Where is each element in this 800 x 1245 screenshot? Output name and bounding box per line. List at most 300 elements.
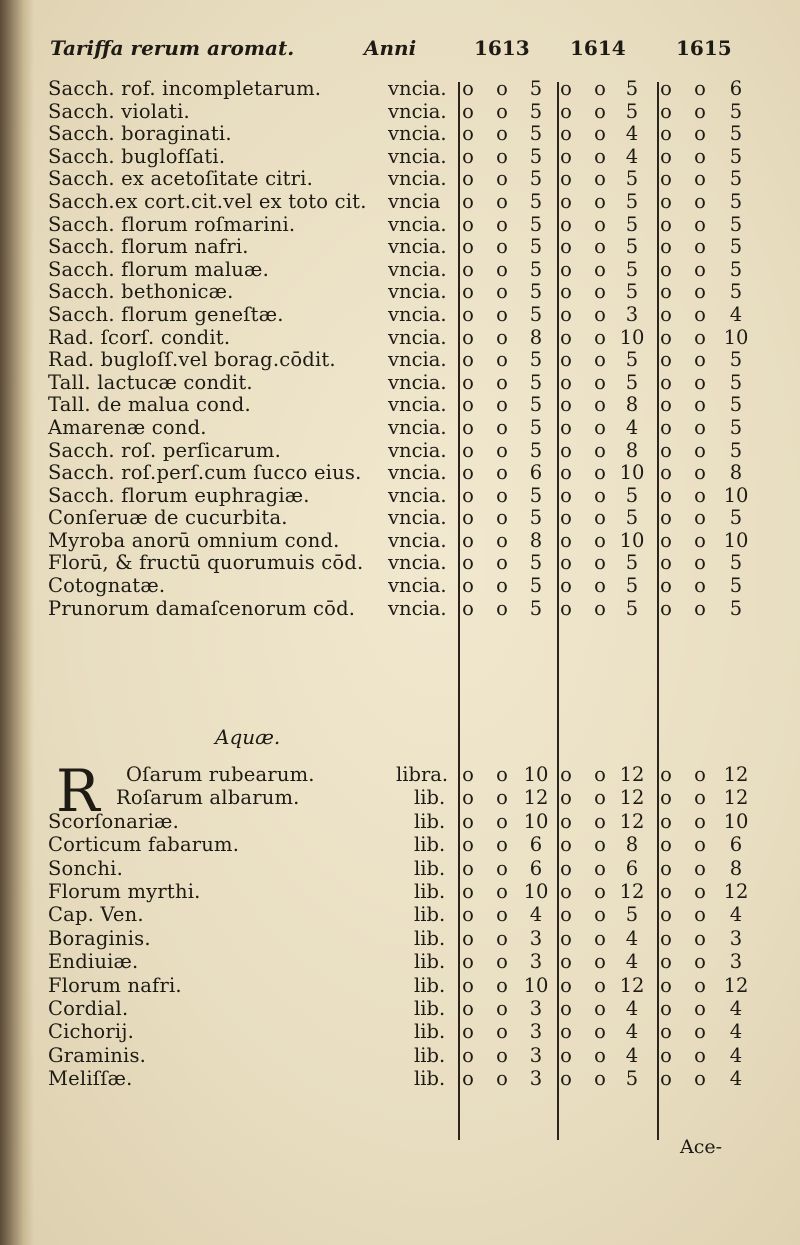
y2-price-denari: 5 <box>625 596 639 620</box>
y2-price-soldi: o <box>594 1043 606 1067</box>
y1-price-libre: o <box>462 926 474 950</box>
y3-price-soldi: o <box>694 415 706 439</box>
y3-price-denari: 5 <box>729 167 743 191</box>
unit-label: lib. <box>414 786 446 810</box>
y1-price-denari: 5 <box>529 574 543 598</box>
y2-price-soldi: o <box>594 528 606 552</box>
y3-price-soldi: o <box>694 77 706 100</box>
item-name: Cotognatæ. <box>48 574 166 598</box>
item-name: Sacch.ex cort.cit.vel ex toto cit. <box>48 189 367 213</box>
y2-price-denari: 5 <box>625 77 639 100</box>
table-row <box>0 349 800 372</box>
y2-price-denari: 12 <box>619 763 645 786</box>
y2-price-soldi: o <box>594 551 606 575</box>
y3-price-libre: o <box>660 122 672 146</box>
y1-price-soldi: o <box>496 1067 508 1091</box>
unit-label: lib. <box>414 903 446 927</box>
y1-price-soldi: o <box>496 950 508 974</box>
table-row <box>0 327 800 350</box>
table-row <box>0 530 800 553</box>
table-row <box>0 1021 800 1044</box>
y3-price-denari: 5 <box>729 370 743 394</box>
table-row <box>0 485 800 508</box>
y2-price-denari: 8 <box>625 833 639 857</box>
anni-label: Anni <box>364 36 417 60</box>
y1-price-soldi: o <box>496 973 508 997</box>
y3-price-soldi: o <box>694 551 706 575</box>
y2-price-denari: 5 <box>625 212 639 236</box>
catchword: Ace- <box>680 1136 723 1158</box>
y3-price-libre: o <box>660 77 672 100</box>
y2-price-denari: 3 <box>625 302 639 326</box>
y1-price-denari: 5 <box>529 189 543 213</box>
table-row <box>0 904 800 927</box>
item-name: Sacch. florum maluæ. <box>48 257 269 281</box>
y2-price-libre: o <box>560 926 572 950</box>
table-row <box>0 191 800 214</box>
y1-price-soldi: o <box>496 122 508 146</box>
table-row <box>0 764 800 787</box>
unit-label: vncia. <box>388 393 447 417</box>
drop-cap: R <box>56 757 100 825</box>
y2-price-soldi: o <box>594 763 606 786</box>
table-row <box>0 236 800 259</box>
item-name: Amarenæ cond. <box>48 415 207 439</box>
y1-price-denari: 5 <box>529 370 543 394</box>
y2-price-soldi: o <box>594 235 606 259</box>
y1-price-libre: o <box>462 879 474 903</box>
y1-price-soldi: o <box>496 996 508 1020</box>
y2-price-denari: 4 <box>625 415 639 439</box>
unit-label: vncia. <box>388 325 447 349</box>
item-name: Florū, & fructū quorumuis cōd. <box>48 551 364 575</box>
y1-price-libre: o <box>462 461 474 485</box>
item-name: Sacch. bethonicæ. <box>48 280 234 304</box>
y1-price-denari: 5 <box>529 551 543 575</box>
y3-price-denari: 5 <box>729 280 743 304</box>
y3-price-libre: o <box>660 596 672 620</box>
y3-price-libre: o <box>660 483 672 507</box>
y3-price-libre: o <box>660 461 672 485</box>
y2-price-libre: o <box>560 763 572 786</box>
y1-price-soldi: o <box>496 596 508 620</box>
y2-price-denari: 5 <box>625 483 639 507</box>
y3-price-soldi: o <box>694 574 706 598</box>
y1-price-soldi: o <box>496 903 508 927</box>
y1-price-libre: o <box>462 325 474 349</box>
unit-label: lib. <box>414 950 446 974</box>
y2-price-soldi: o <box>594 99 606 123</box>
y3-price-soldi: o <box>694 235 706 259</box>
y1-price-soldi: o <box>496 763 508 786</box>
y3-price-libre: o <box>660 856 672 880</box>
y3-price-libre: o <box>660 302 672 326</box>
y2-price-soldi: o <box>594 483 606 507</box>
y3-price-libre: o <box>660 879 672 903</box>
item-name: Florum nafri. <box>48 973 182 997</box>
y3-price-denari: 5 <box>729 551 743 575</box>
y1-price-denari: 6 <box>529 461 543 485</box>
y3-price-denari: 5 <box>729 235 743 259</box>
y1-price-libre: o <box>462 235 474 259</box>
item-name: Scorſonariæ. <box>48 809 179 833</box>
item-name: Cordial. <box>48 996 129 1020</box>
unit-label: vncia. <box>388 99 447 123</box>
y3-price-denari: 5 <box>729 189 743 213</box>
y2-price-soldi: o <box>594 786 606 810</box>
y3-price-denari: 10 <box>723 528 749 552</box>
y3-price-soldi: o <box>694 833 706 857</box>
y2-price-denari: 12 <box>619 786 645 810</box>
y1-price-soldi: o <box>496 393 508 417</box>
y2-price-denari: 4 <box>625 1043 639 1067</box>
y2-price-soldi: o <box>594 438 606 462</box>
table-row <box>0 304 800 327</box>
y1-price-soldi: o <box>496 551 508 575</box>
y1-price-denari: 10 <box>523 879 549 903</box>
unit-label: vncia. <box>388 167 447 191</box>
unit-label: lib. <box>414 996 446 1020</box>
y1-price-denari: 5 <box>529 596 543 620</box>
y3-price-libre: o <box>660 370 672 394</box>
y3-price-soldi: o <box>694 996 706 1020</box>
y1-price-libre: o <box>462 438 474 462</box>
y2-price-denari: 10 <box>619 325 645 349</box>
y1-price-libre: o <box>462 212 474 236</box>
section-heading-aquae: Aquæ. <box>215 725 281 749</box>
y2-price-libre: o <box>560 280 572 304</box>
y2-price-denari: 12 <box>619 973 645 997</box>
table-row <box>0 575 800 598</box>
y2-price-soldi: o <box>594 393 606 417</box>
y2-price-libre: o <box>560 257 572 281</box>
y2-price-denari: 8 <box>625 438 639 462</box>
y2-price-libre: o <box>560 438 572 462</box>
y3-price-libre: o <box>660 506 672 530</box>
y3-price-denari: 5 <box>729 574 743 598</box>
unit-label: vncia. <box>388 257 447 281</box>
unit-label: libra. <box>396 763 449 786</box>
y2-price-soldi: o <box>594 325 606 349</box>
y3-price-soldi: o <box>694 257 706 281</box>
unit-label: vncia. <box>388 528 447 552</box>
table-row <box>0 858 800 881</box>
y2-price-denari: 4 <box>625 122 639 146</box>
y1-price-soldi: o <box>496 348 508 372</box>
y1-price-denari: 5 <box>529 393 543 417</box>
y3-price-libre: o <box>660 786 672 810</box>
y1-price-libre: o <box>462 596 474 620</box>
y1-price-denari: 5 <box>529 257 543 281</box>
section-confections <box>0 78 800 620</box>
y2-price-soldi: o <box>594 879 606 903</box>
y2-price-denari: 5 <box>625 348 639 372</box>
y1-price-soldi: o <box>496 144 508 168</box>
y1-price-libre: o <box>462 348 474 372</box>
y1-price-denari: 10 <box>523 809 549 833</box>
y3-price-soldi: o <box>694 370 706 394</box>
unit-label: vncia. <box>388 212 447 236</box>
y1-price-soldi: o <box>496 415 508 439</box>
table-row <box>0 214 800 237</box>
unit-label: vncia. <box>388 235 447 259</box>
item-name: Sacch. boraginati. <box>48 122 232 146</box>
unit-label: lib. <box>414 879 446 903</box>
y2-price-denari: 5 <box>625 235 639 259</box>
item-name: Cap. Ven. <box>48 903 144 927</box>
y1-price-soldi: o <box>496 235 508 259</box>
y1-price-denari: 5 <box>529 415 543 439</box>
y1-price-soldi: o <box>496 370 508 394</box>
y2-price-libre: o <box>560 973 572 997</box>
unit-label: lib. <box>414 809 446 833</box>
y1-price-libre: o <box>462 833 474 857</box>
y1-price-libre: o <box>462 483 474 507</box>
unit-label: lib. <box>414 973 446 997</box>
y3-price-libre: o <box>660 574 672 598</box>
unit-label: vncia. <box>388 438 447 462</box>
y1-price-soldi: o <box>496 438 508 462</box>
y2-price-soldi: o <box>594 903 606 927</box>
item-name: Conſeruæ de cucurbita. <box>48 506 288 530</box>
y2-price-denari: 5 <box>625 99 639 123</box>
y3-price-soldi: o <box>694 1067 706 1091</box>
y1-price-soldi: o <box>496 189 508 213</box>
y2-price-libre: o <box>560 903 572 927</box>
y3-price-denari: 5 <box>729 122 743 146</box>
y1-price-soldi: o <box>496 461 508 485</box>
y3-price-soldi: o <box>694 856 706 880</box>
unit-label: vncia. <box>388 77 447 100</box>
y1-price-denari: 5 <box>529 77 543 100</box>
y1-price-soldi: o <box>496 528 508 552</box>
item-name: Boraginis. <box>48 926 151 950</box>
y2-price-soldi: o <box>594 809 606 833</box>
y2-price-libre: o <box>560 122 572 146</box>
item-name: Sonchi. <box>48 856 123 880</box>
y3-price-soldi: o <box>694 1043 706 1067</box>
item-name: Graminis. <box>48 1043 147 1067</box>
y3-price-libre: o <box>660 1043 672 1067</box>
y2-price-libre: o <box>560 551 572 575</box>
y3-price-denari: 8 <box>729 461 743 485</box>
y2-price-denari: 5 <box>625 257 639 281</box>
y3-price-soldi: o <box>694 99 706 123</box>
y3-price-soldi: o <box>694 1020 706 1044</box>
item-name: Florum myrthi. <box>48 879 201 903</box>
y3-price-libre: o <box>660 763 672 786</box>
y3-price-soldi: o <box>694 879 706 903</box>
y1-price-denari: 5 <box>529 167 543 191</box>
y3-price-denari: 12 <box>723 763 749 786</box>
y3-price-libre: o <box>660 973 672 997</box>
y3-price-libre: o <box>660 393 672 417</box>
unit-label: vncia <box>388 189 441 213</box>
y2-price-libre: o <box>560 415 572 439</box>
y3-price-denari: 5 <box>729 415 743 439</box>
unit-label: vncia. <box>388 302 447 326</box>
y3-price-libre: o <box>660 280 672 304</box>
y3-price-soldi: o <box>694 903 706 927</box>
table-row <box>0 881 800 904</box>
y2-price-soldi: o <box>594 996 606 1020</box>
item-name: Sacch. ex acetoſitate citri. <box>48 167 314 191</box>
y1-price-libre: o <box>462 415 474 439</box>
y1-price-soldi: o <box>496 879 508 903</box>
y2-price-soldi: o <box>594 257 606 281</box>
y1-price-denari: 5 <box>529 122 543 146</box>
y2-price-soldi: o <box>594 1067 606 1091</box>
y1-price-denari: 6 <box>529 856 543 880</box>
unit-label: lib. <box>414 1020 446 1044</box>
y1-price-libre: o <box>462 302 474 326</box>
table-row <box>0 507 800 530</box>
y2-price-libre: o <box>560 786 572 810</box>
y2-price-libre: o <box>560 528 572 552</box>
y3-price-libre: o <box>660 257 672 281</box>
y3-price-soldi: o <box>694 144 706 168</box>
y3-price-libre: o <box>660 438 672 462</box>
unit-label: vncia. <box>388 415 447 439</box>
unit-label: lib. <box>414 926 446 950</box>
y1-price-denari: 3 <box>529 926 543 950</box>
y3-price-soldi: o <box>694 348 706 372</box>
table-row <box>0 462 800 485</box>
y1-price-denari: 5 <box>529 348 543 372</box>
y3-price-soldi: o <box>694 167 706 191</box>
y3-price-libre: o <box>660 167 672 191</box>
y2-price-soldi: o <box>594 856 606 880</box>
table-row <box>0 834 800 857</box>
item-name: Sacch. rof. incompletarum. <box>48 77 322 100</box>
table-row <box>0 928 800 951</box>
y3-price-soldi: o <box>694 809 706 833</box>
y2-price-denari: 8 <box>625 393 639 417</box>
y3-price-denari: 5 <box>729 99 743 123</box>
y3-price-libre: o <box>660 833 672 857</box>
y2-price-soldi: o <box>594 574 606 598</box>
y3-price-denari: 3 <box>729 950 743 974</box>
y3-price-libre: o <box>660 528 672 552</box>
y1-price-denari: 12 <box>523 786 549 810</box>
y3-price-libre: o <box>660 144 672 168</box>
y3-price-soldi: o <box>694 483 706 507</box>
y3-price-soldi: o <box>694 461 706 485</box>
y2-price-soldi: o <box>594 926 606 950</box>
y3-price-libre: o <box>660 1020 672 1044</box>
y2-price-soldi: o <box>594 302 606 326</box>
y1-price-soldi: o <box>496 856 508 880</box>
table-row <box>0 1045 800 1068</box>
item-name: Rad. ſcorſ. condit. <box>48 325 231 349</box>
item-name: Sacch. florum nafri. <box>48 235 249 259</box>
unit-label: lib. <box>414 1043 446 1067</box>
y1-price-denari: 5 <box>529 99 543 123</box>
y2-price-denari: 5 <box>625 1067 639 1091</box>
y3-price-libre: o <box>660 325 672 349</box>
y1-price-libre: o <box>462 1043 474 1067</box>
y1-price-denari: 8 <box>529 528 543 552</box>
y2-price-denari: 5 <box>625 167 639 191</box>
y2-price-libre: o <box>560 1067 572 1091</box>
table-row <box>0 123 800 146</box>
item-name: Meliſſæ. <box>48 1067 133 1091</box>
y3-price-soldi: o <box>694 506 706 530</box>
y1-price-soldi: o <box>496 809 508 833</box>
y3-price-denari: 6 <box>729 833 743 857</box>
item-name: Sacch. florum euphragiæ. <box>48 483 310 507</box>
y3-price-denari: 12 <box>723 973 749 997</box>
y2-price-libre: o <box>560 212 572 236</box>
y1-price-libre: o <box>462 950 474 974</box>
y1-price-soldi: o <box>496 77 508 100</box>
year-1614: 1614 <box>570 36 626 60</box>
y1-price-soldi: o <box>496 574 508 598</box>
y1-price-soldi: o <box>496 1043 508 1067</box>
item-name: Tall. de malua cond. <box>48 393 251 417</box>
table-row <box>0 146 800 169</box>
y1-price-denari: 3 <box>529 1020 543 1044</box>
y2-price-denari: 5 <box>625 280 639 304</box>
y3-price-denari: 5 <box>729 257 743 281</box>
item-name: Sacch. florum roſmarini. <box>48 212 296 236</box>
y3-price-soldi: o <box>694 393 706 417</box>
y1-price-soldi: o <box>496 257 508 281</box>
y3-price-libre: o <box>660 551 672 575</box>
y2-price-libre: o <box>560 950 572 974</box>
y2-price-libre: o <box>560 144 572 168</box>
y1-price-soldi: o <box>496 926 508 950</box>
y1-price-libre: o <box>462 144 474 168</box>
table-row <box>0 372 800 395</box>
y3-price-denari: 8 <box>729 856 743 880</box>
table-row <box>0 394 800 417</box>
y3-price-denari: 4 <box>729 996 743 1020</box>
y2-price-libre: o <box>560 325 572 349</box>
y1-price-denari: 8 <box>529 325 543 349</box>
y1-price-soldi: o <box>496 212 508 236</box>
y1-price-soldi: o <box>496 99 508 123</box>
item-name: Tall. lactucæ condit. <box>48 370 253 394</box>
y1-price-libre: o <box>462 99 474 123</box>
y3-price-denari: 5 <box>729 144 743 168</box>
y3-price-soldi: o <box>694 763 706 786</box>
y1-price-soldi: o <box>496 280 508 304</box>
y3-price-libre: o <box>660 99 672 123</box>
y2-price-denari: 4 <box>625 996 639 1020</box>
y2-price-libre: o <box>560 167 572 191</box>
y1-price-libre: o <box>462 528 474 552</box>
y2-price-libre: o <box>560 506 572 530</box>
y1-price-soldi: o <box>496 786 508 810</box>
y2-price-soldi: o <box>594 280 606 304</box>
y3-price-libre: o <box>660 1067 672 1091</box>
item-name: Sacch. buglofſati. <box>48 144 226 168</box>
y3-price-denari: 4 <box>729 1067 743 1091</box>
y3-price-soldi: o <box>694 302 706 326</box>
y2-price-libre: o <box>560 856 572 880</box>
y3-price-denari: 4 <box>729 1020 743 1044</box>
y2-price-denari: 10 <box>619 461 645 485</box>
unit-label: vncia. <box>388 574 447 598</box>
item-name: Corticum fabarum. <box>48 833 240 857</box>
year-1615: 1615 <box>676 36 732 60</box>
y2-price-libre: o <box>560 189 572 213</box>
y2-price-libre: o <box>560 461 572 485</box>
unit-label: vncia. <box>388 551 447 575</box>
y3-price-libre: o <box>660 189 672 213</box>
y2-price-denari: 10 <box>619 528 645 552</box>
